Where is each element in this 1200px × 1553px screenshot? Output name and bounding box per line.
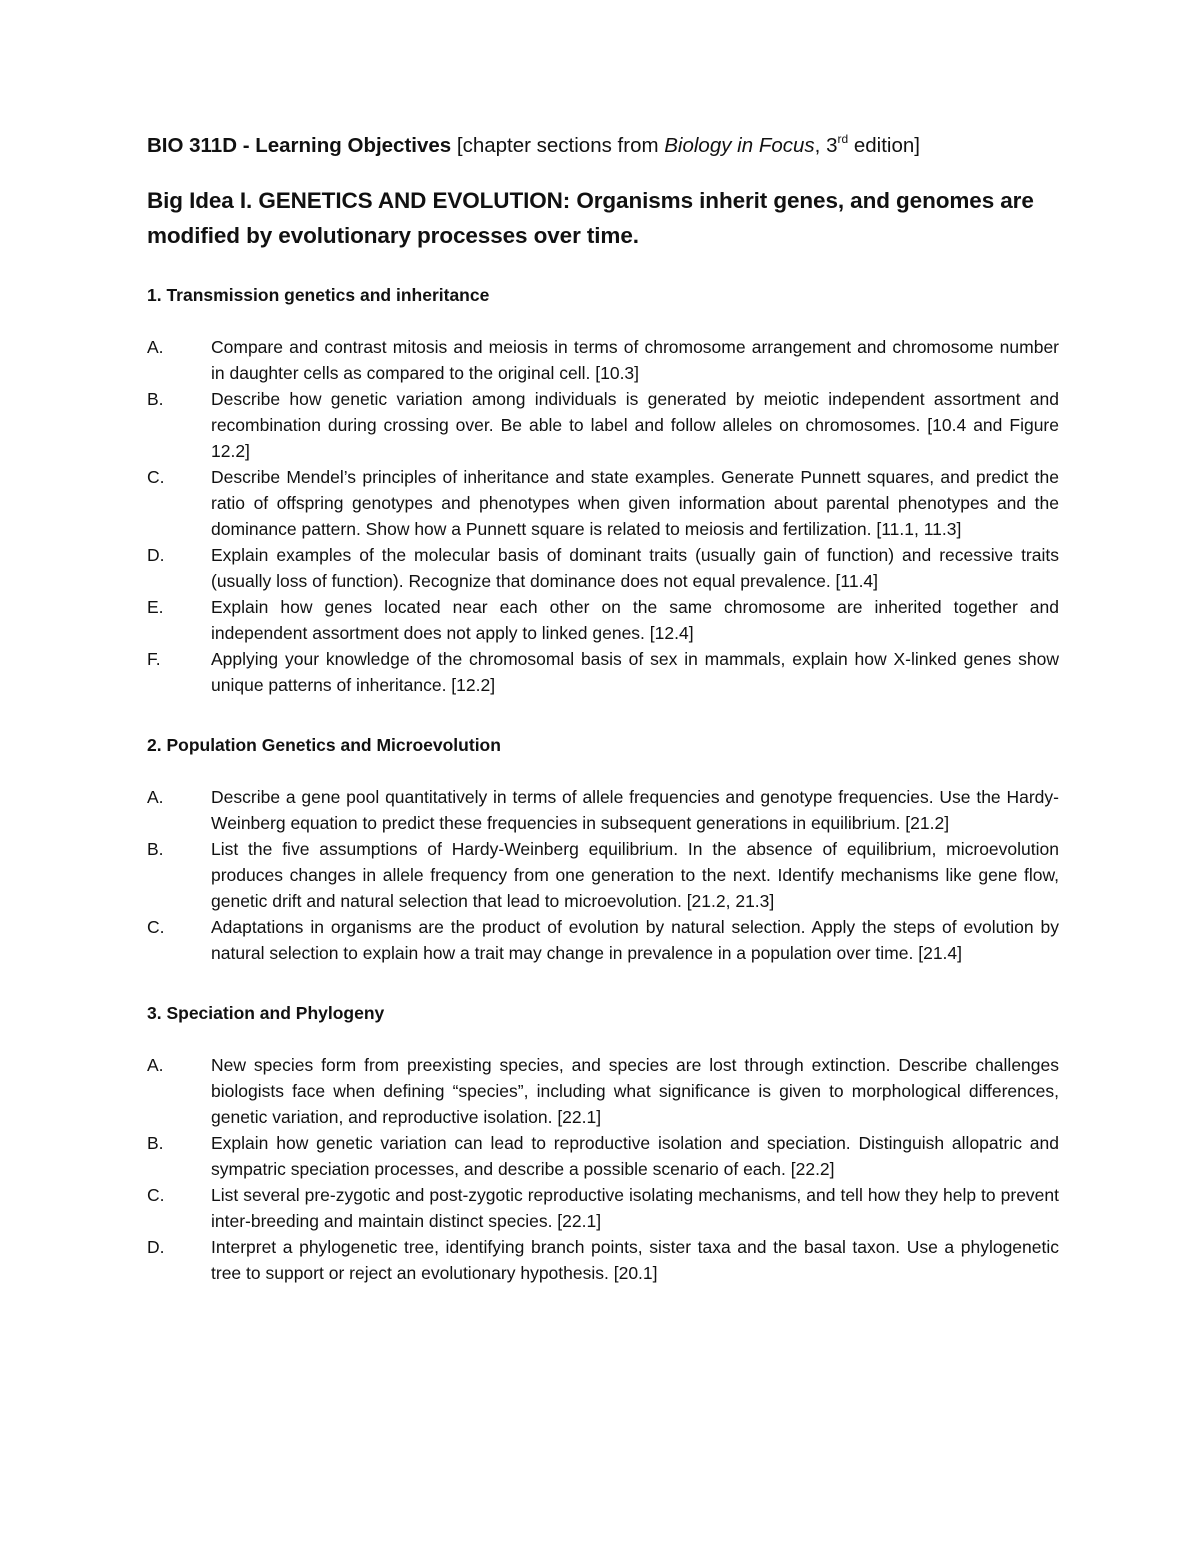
objective-text: Describe Mendel’s principles of inheritance and state examples. Generate Punnett squares, and predict the ratio of offspring genotypes and phenotypes when given information about parental phenotypes and the dominance pattern. Show how a Punnett square is related to meiosis and fertilization. [11.1, 11.3] xyxy=(211,467,1059,539)
objective-item xyxy=(147,386,1059,464)
objective-letter: F. xyxy=(147,649,161,669)
objective-item xyxy=(147,1234,1059,1286)
objective-item xyxy=(147,464,1059,542)
objective-list xyxy=(147,1052,1059,1286)
objective-item xyxy=(147,784,1059,836)
objective-item xyxy=(147,836,1059,914)
objective-item xyxy=(147,1182,1059,1234)
objective-list xyxy=(147,784,1059,966)
objective-text: Explain how genetic variation can lead to reproductive isolation and speciation. Distinguish allopatric and sympatric speciation processes, and describe a possible scenario of each. [22.2] xyxy=(211,1133,1059,1179)
objective-text: Describe a gene pool quantitatively in terms of allele frequencies and genotype frequencies. Use the Hardy-Weinberg equation to predict these frequencies in subsequent generations in equilibrium. [21.2] xyxy=(211,787,1059,833)
objective-letter: B. xyxy=(147,839,164,859)
section-speciation-phylogeny xyxy=(147,1000,1059,1286)
objective-item xyxy=(147,1130,1059,1182)
objective-text: Compare and contrast mitosis and meiosis in terms of chromosome arrangement and chromosome number in daughter cells as compared to the original cell. [10.3] xyxy=(211,337,1059,383)
title-edition-suffix: rd xyxy=(837,132,849,147)
objective-item xyxy=(147,542,1059,594)
objective-text: Applying your knowledge of the chromosomal basis of sex in mammals, explain how X-linked genes show unique patterns of inheritance. [12.2] xyxy=(211,649,1059,695)
section-heading: 2. Population Genetics and Microevolution xyxy=(147,735,501,755)
section-heading: 1. Transmission genetics and inheritance xyxy=(147,285,490,305)
objective-text: Explain examples of the molecular basis of dominant traits (usually gain of function) and recessive traits (usually loss of function). Recognize that dominance does not equal prevalence. [11.4] xyxy=(211,545,1059,591)
objective-letter: D. xyxy=(147,545,165,565)
objective-item xyxy=(147,646,1059,698)
objective-item xyxy=(147,914,1059,966)
objective-letter: A. xyxy=(147,787,164,807)
section-population-genetics xyxy=(147,732,1059,966)
objective-text: Interpret a phylogenetic tree, identifying branch points, sister taxa and the basal taxon. Use a phylogenetic tree to support or reject an evolutionary hypothesis. [20.1] xyxy=(211,1237,1059,1283)
section-heading: 3. Speciation and Phylogeny xyxy=(147,1003,385,1023)
objective-letter: C. xyxy=(147,1185,165,1205)
objective-letter: A. xyxy=(147,1055,164,1075)
objective-letter: E. xyxy=(147,597,164,617)
objective-letter: C. xyxy=(147,467,165,487)
title-edition-number: , 3 xyxy=(814,134,838,157)
section-transmission-genetics xyxy=(147,282,1059,698)
objective-letter: C. xyxy=(147,917,165,937)
course-title: BIO 311D - Learning Objectives xyxy=(147,134,452,157)
objective-letter: D. xyxy=(147,1237,165,1257)
objective-text: Describe how genetic variation among individuals is generated by meiotic independent assortment and recombination during crossing over. Be able to label and follow alleles on chromosomes. [10.4 and Figure 12.2] xyxy=(211,389,1059,461)
title-suffix: edition] xyxy=(848,134,920,157)
big-idea-heading: Big Idea I. GENETICS AND EVOLUTION: Organisms inherit genes, and genomes are modified by evolutionary processes over time. xyxy=(147,188,1034,248)
document-title xyxy=(147,133,1059,159)
book-title: Biology in Focus xyxy=(664,134,815,157)
objective-item xyxy=(147,1052,1059,1130)
objective-letter: B. xyxy=(147,1133,164,1153)
objective-text: List the five assumptions of Hardy-Weinberg equilibrium. In the absence of equilibrium, microevolution produces changes in allele frequency from one generation to the next. Identify mechanisms like gene flow, genetic drift and natural selection that lead to microevolution. [21.2, 21.3] xyxy=(211,839,1059,911)
objective-list xyxy=(147,334,1059,698)
objective-text: Explain how genes located near each other on the same chromosome are inherited together and independent assortment does not apply to linked genes. [12.4] xyxy=(211,597,1059,643)
objective-item xyxy=(147,334,1059,386)
title-prefix: [chapter sections from xyxy=(451,134,665,157)
objective-item xyxy=(147,594,1059,646)
objective-letter: B. xyxy=(147,389,164,409)
objective-text: List several pre-zygotic and post-zygotic reproductive isolating mechanisms, and tell how they help to prevent inter-breeding and maintain distinct species. [22.1] xyxy=(211,1185,1059,1231)
objective-text: New species form from preexisting species, and species are lost through extinction. Describe challenges biologists face when defining “species”, including what significance is given to morphological differences, genetic variation, and reproductive isolation. [22.1] xyxy=(211,1055,1059,1127)
document-page xyxy=(147,133,1059,1320)
objective-text: Adaptations in organisms are the product of evolution by natural selection. Apply the steps of evolution by natural selection to explain how a trait may change in prevalence in a population over time. [21.4] xyxy=(211,917,1059,963)
objective-letter: A. xyxy=(147,337,164,357)
